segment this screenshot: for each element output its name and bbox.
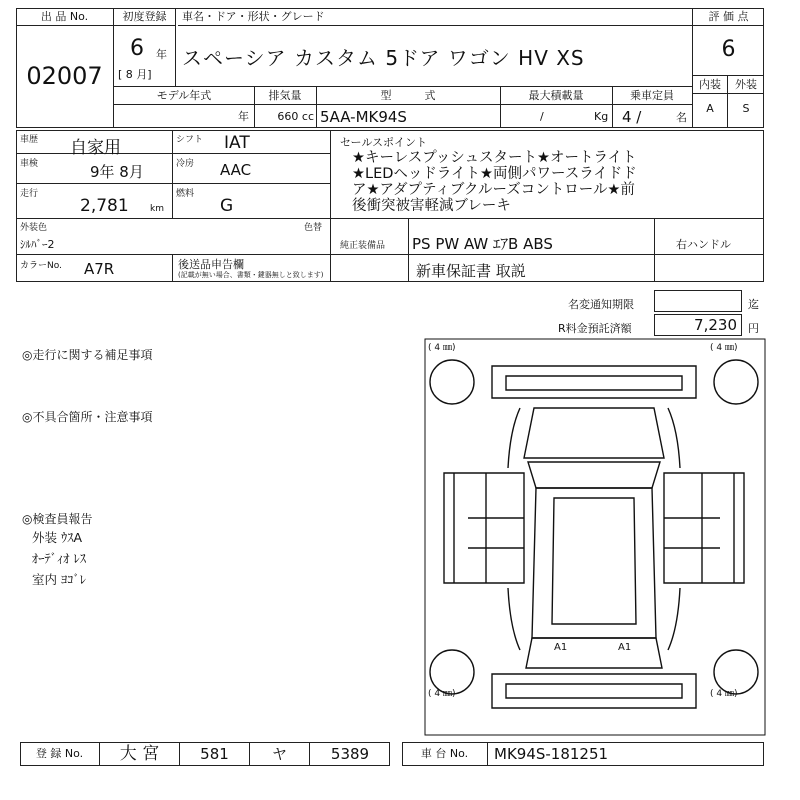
interior-label: 内装 [692,76,728,94]
left-fender-line [508,408,520,468]
docs-note: (記載が無い場合、書類・鍵器無しと致します) [178,271,324,279]
front-bumper-outline [492,366,696,398]
first-reg-label: 初度登録 [114,8,176,26]
inspection-label: 車検 [20,159,39,169]
displacement-value: 660 cc [277,110,314,123]
left-door-lines [454,473,524,583]
mileage-label: 走行 [20,189,39,199]
color-label: 外装色 [20,223,48,233]
sales-line: ★キーレスプッシュスタート★オートライト [352,150,637,166]
first-reg-year-unit: 年 [156,48,167,61]
tire-bl-label: ( 4 ㎜) [428,689,456,699]
left-rear-quarter [508,588,520,650]
color-change-label: 色替 [304,223,323,233]
right-rear-quarter [668,588,680,650]
shift-value: IAT [224,133,250,153]
inspector-line: 室内 ﾖｺﾞﾚ [32,572,86,587]
color-no-label: カラーNo. [20,261,62,271]
model-year-label: モデル年式 [156,89,212,102]
damage-mark-left: A1 [554,642,568,653]
hood-outline [524,408,664,458]
tire-rear-right-icon [714,650,758,694]
sales-line: ア★アダプティブクルーズコントロール★前 [352,182,635,198]
docs-label: 後送品申告欄 [178,258,244,271]
name-change-label: 名変通知期限 [568,298,634,311]
spec-row-mid [114,104,692,105]
rear-hatch-outline [526,638,662,668]
car-name: スペーシア カスタム 5ドア ワゴン HV XS [182,46,585,70]
inspector-notes [32,527,86,590]
tire-front-right-icon [714,360,758,404]
sales-label: セールスポイント [340,136,428,149]
shift-label: シフト [176,135,204,145]
type-value: 5AA-MK94S [320,108,407,126]
driving-notes-label: ◎走行に関する補足事項 [22,348,153,362]
ac-label: 冷房 [176,159,195,169]
mileage-value: 2,781 [80,196,129,216]
inspector-line: 外装 ｳｽA [32,530,83,545]
chassis-label: 車 台 No. [402,742,488,766]
capacity-unit: 名 [676,111,687,124]
capacity-value: 4 / [622,108,642,126]
car-body-diagram [424,338,766,736]
front-grille-outline [506,376,682,390]
equipment-value: PS PW AW ｴｱB ABS [412,235,553,253]
max-load-unit: Kg [594,110,609,123]
sales-points [352,150,637,214]
rear-bumper-inner [506,684,682,698]
sales-line: 後衝突被害軽減ブレーキ [352,198,511,214]
roof-outline [532,488,656,638]
fuel-value: G [220,196,234,216]
tire-tr-label: ( 4 ㎜) [710,343,738,353]
mileage-unit: km [150,204,164,214]
exterior-grade: S [742,102,750,115]
model-year-unit: 年 [238,110,249,123]
sales-line: ★LEDヘッドライト★両側パワースライドド [352,166,637,182]
equip-label: 純正装備品 [340,241,386,251]
max-load-label: 最大積載量 [528,89,584,102]
recycle-value: 7,230 [654,314,742,336]
first-reg-month: [ 8 月] [118,68,152,81]
damage-mark-right: A1 [618,642,632,653]
tire-front-left-icon [430,360,474,404]
lot-label: 出 品 No. [16,8,114,26]
tire-br-label: ( 4 ㎜) [710,689,738,699]
color-no-value: A7R [84,260,115,278]
recycle-unit: 円 [748,322,759,335]
inspector-label: ◎検査員報告 [22,512,93,526]
exterior-label: 外装 [728,76,764,94]
inspector-line: ｵｰﾃﾞｨｵ ﾚｽ [32,551,86,566]
inspection-value: 9年 8月 [90,163,144,181]
color-value: ｼﾙﾊﾞｰ2 [20,238,55,251]
recycle-label: R料金預託済額 [558,322,632,335]
score-value: 6 [692,26,764,76]
score-label: 評 価 点 [692,8,764,26]
type-label: 型 式 [380,89,436,102]
steering-value: 右ハンドル [676,238,731,251]
tire-tl-label: ( 4 ㎜) [428,343,456,353]
right-side-panel [664,473,744,583]
history-value: 自家用 [70,138,121,158]
car-name-label: 車名・ドア・形状・グレード [178,8,692,26]
right-fender-line [668,408,680,468]
warranty-value: 新車保証書 取説 [416,262,526,280]
defects-label: ◎不具合箇所・注意事項 [22,410,153,424]
reg-area: 大 宮 [100,742,180,766]
reg-number: 5389 [330,745,370,763]
chassis-value: MK94S-181251 [494,745,609,763]
name-change-unit: 迄 [748,298,759,311]
right-door-lines [664,473,734,583]
tire-rear-left-icon [430,650,474,694]
roof-panel [552,498,636,624]
left-side-panel [444,473,524,583]
rear-bumper-outline [492,674,696,708]
interior-grade: A [692,94,728,128]
lot-number: 02007 [16,26,114,128]
history-label: 車歴 [20,135,39,145]
name-change-box [654,290,742,312]
ac-value: AAC [220,161,252,179]
fuel-label: 燃料 [176,189,195,199]
reg-label: 登 録 No. [20,742,100,766]
max-load-slash: / [540,110,544,123]
reg-kana: ヤ [250,742,310,766]
displacement-label: 排気量 [268,89,302,102]
capacity-label: 乗車定員 [630,89,674,102]
first-reg-year: 6 [130,36,144,61]
reg-class: 581 [180,742,250,766]
windshield-outline [528,462,660,488]
